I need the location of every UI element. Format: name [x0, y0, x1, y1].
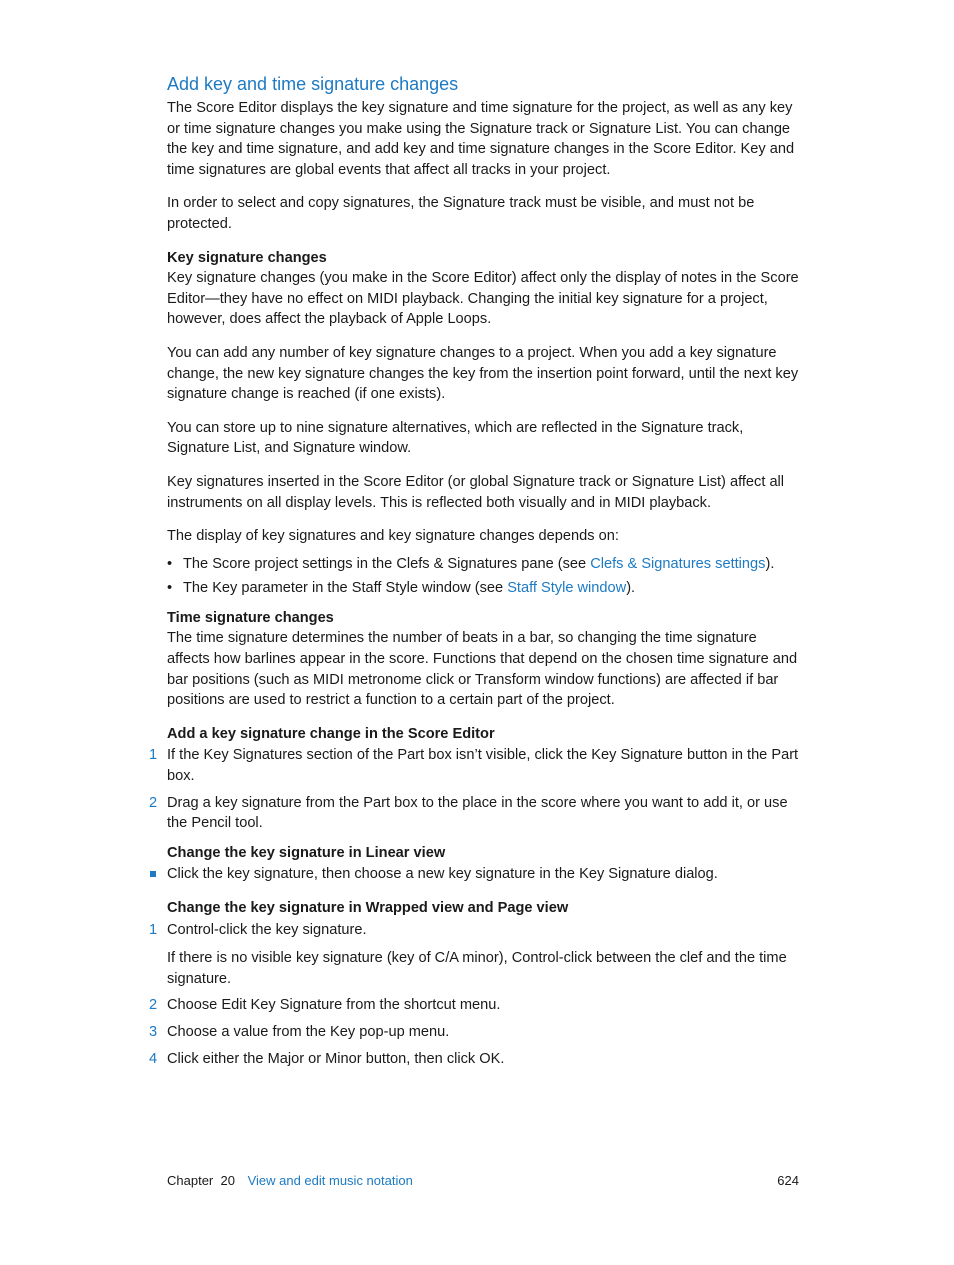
- square-bullet-icon: [150, 871, 156, 877]
- step-text: Control-click the key signature.: [167, 921, 367, 938]
- page-footer: [167, 1172, 799, 1190]
- step-number: 1: [149, 747, 158, 764]
- list-item-text: The Key parameter in the Staff Style window (see: [183, 580, 508, 597]
- step-number: 4: [149, 1050, 158, 1067]
- step-number: 3: [149, 1023, 158, 1040]
- section-heading: Add key and time signature changes: [167, 74, 459, 94]
- chapter-title-link[interactable]: View and edit music notation: [247, 1173, 413, 1188]
- intro-paragraph: The Score Editor displays the key signature and time signature for the project, as well as any key or time signature changes you make using the Signature track or Signature List. You can change the key and time signature, and add key and time signature changes in the Score Editor. Key and time signatures are global events that affect all tracks in your project.: [167, 100, 795, 178]
- step-item: [149, 745, 799, 786]
- staff-style-window-link[interactable]: Staff Style window: [507, 580, 627, 597]
- body-paragraph: You can add any number of key signature changes to a project. When you add a key signature change, the new key signature changes the key from the insertion point forward, until the next key signature change is reached (if one exists).: [167, 344, 799, 403]
- bullet-dot: •: [167, 580, 173, 597]
- step-number: 2: [149, 997, 158, 1014]
- body-paragraph: You can store up to nine signature alternatives, which are reflected in the Signature track, Signature List, and Signature window.: [167, 419, 744, 457]
- main-content: [149, 72, 799, 1078]
- list-item-text-end: ).: [626, 580, 636, 597]
- bullet-dot: •: [167, 555, 173, 572]
- task-heading-linear-view: Change the key signature in Linear view: [167, 844, 446, 861]
- key-signature-subheading: Key signature changes: [167, 249, 327, 266]
- step-number: 1: [149, 921, 158, 938]
- body-paragraph: Key signatures inserted in the Score Editor (or global Signature track or Signature List) affect all instruments on all display levels. This is reflected both visually and in MIDI playback.: [167, 473, 785, 511]
- step-item: [149, 1022, 799, 1043]
- task-heading-add-key-signature: Add a key signature change in the Score Editor: [167, 725, 495, 742]
- time-signature-subheading: Time signature changes: [167, 609, 334, 626]
- step-item: [149, 995, 799, 1016]
- step-text: Choose Edit Key Signature from the shortcut menu.: [167, 997, 501, 1014]
- step-text: If the Key Signatures section of the Part box isn’t visible, click the Key Signature button in the Part box.: [167, 747, 799, 785]
- step-item: [149, 920, 799, 990]
- step-text: Click either the Major or Minor button, then click OK.: [167, 1050, 505, 1067]
- list-item-text: The Score project settings in the Clefs & Signatures pane (see: [183, 555, 591, 572]
- body-paragraph: The time signature determines the number of beats in a bar, so changing the time signature affects how barlines appear in the score. Functions that depend on the chosen time signature and bar positions (such as MIDI metronome click or Transform window functions) are affected if bar positions are used to restrict a function to a certain part of the project.: [167, 630, 798, 709]
- page-number: 624: [777, 1173, 799, 1188]
- display-dependencies-list: [167, 554, 799, 599]
- list-item: [167, 554, 799, 575]
- task-heading-wrapped-page-view: Change the key signature in Wrapped view and Page view: [167, 900, 569, 916]
- body-paragraph: Key signature changes (you make in the Score Editor) affect only the display of notes in the Score Editor—they have no effect on MIDI playback. Changing the initial key signature for a project, however, does affect the playback of Apple Loops.: [167, 270, 799, 328]
- task-item: [167, 864, 799, 885]
- body-paragraph: The display of key signatures and key signature changes depends on:: [167, 528, 619, 545]
- clefs-signatures-settings-link[interactable]: Clefs & Signatures settings: [590, 555, 766, 572]
- list-item: [167, 578, 799, 599]
- steps-list: [149, 920, 799, 1070]
- step-note: If there is no visible key signature (key of C/A minor), Control-click between the clef and the time signature.: [167, 950, 787, 987]
- step-item: [149, 1049, 799, 1070]
- list-item-text-end: ).: [765, 555, 775, 572]
- task-item-text: Click the key signature, then choose a new key signature in the Key Signature dialog.: [167, 866, 718, 883]
- step-text: Choose a value from the Key pop-up menu.: [167, 1023, 450, 1040]
- chapter-label: Chapter 20: [167, 1173, 235, 1188]
- step-number: 2: [149, 794, 158, 811]
- intro-paragraph: In order to select and copy signatures, the Signature track must be visible, and must not be protected.: [167, 195, 755, 232]
- steps-list: [149, 745, 799, 833]
- step-text: Drag a key signature from the Part box to the place in the score where you want to add it, or use the Pencil tool.: [167, 794, 788, 832]
- step-item: [149, 793, 799, 834]
